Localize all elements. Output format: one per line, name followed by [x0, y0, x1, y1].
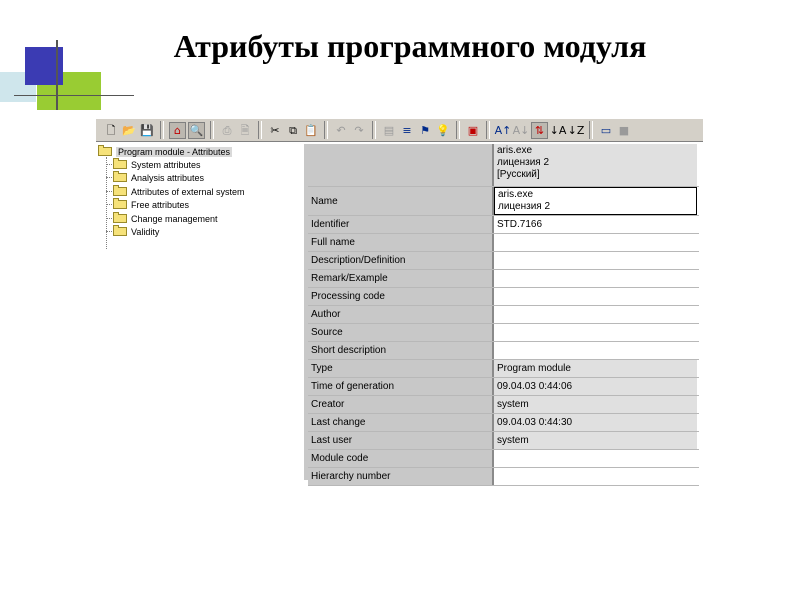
attributes-grid: [308, 144, 699, 486]
lightbulb-icon[interactable]: 💡: [436, 123, 450, 137]
attribute-label: Type: [308, 360, 494, 377]
find-icon[interactable]: ⚑: [420, 123, 430, 137]
attribute-value: system: [494, 396, 697, 413]
attribute-value: 09.04.03 0:44:06: [494, 378, 697, 395]
tree-item-system-attributes[interactable]: [113, 158, 201, 171]
grid-header-label-cell: [308, 144, 494, 186]
tree-item-analysis-attributes[interactable]: [113, 171, 204, 184]
attribute-label: Module code: [308, 450, 494, 467]
save-icon[interactable]: 💾: [140, 123, 154, 137]
attribute-label: Author: [308, 306, 494, 323]
attribute-value[interactable]: [494, 234, 697, 251]
tree-item-external-system-attributes[interactable]: [113, 185, 245, 198]
folder-icon: [113, 214, 127, 223]
attribute-label: Identifier: [308, 216, 494, 233]
decor-horizontal-line: [14, 95, 134, 96]
folder-icon: [113, 160, 127, 169]
table-row[interactable]: [308, 378, 699, 396]
decrease-font-icon[interactable]: A↓: [512, 123, 530, 137]
toolbar-separator: [324, 121, 328, 139]
open-window-icon[interactable]: ▭: [600, 123, 612, 137]
stop-icon[interactable]: ■: [618, 123, 630, 137]
tree-item-label: System attributes: [131, 159, 201, 170]
sort-icon[interactable]: ⇅: [531, 122, 548, 139]
table-row[interactable]: [308, 187, 699, 216]
toolbar-separator: [258, 121, 262, 139]
attribute-value: system: [494, 432, 697, 449]
table-row[interactable]: [308, 468, 699, 486]
table-row[interactable]: [308, 450, 699, 468]
attribute-value[interactable]: [494, 288, 697, 305]
attribute-tree: [96, 144, 304, 480]
attribute-value[interactable]: [494, 324, 697, 341]
attribute-value[interactable]: STD.7166: [494, 216, 697, 233]
attribute-value[interactable]: [494, 270, 697, 287]
tree-item-label: Validity: [131, 226, 160, 237]
print-preview-icon[interactable]: 🗎: [240, 123, 250, 137]
grid-header-value: aris.exe лицензия 2 [Русский]: [494, 144, 697, 186]
toolbar-separator: [486, 121, 490, 139]
attribute-label: Name: [308, 187, 494, 215]
attribute-label: Hierarchy number: [308, 468, 494, 485]
aris-attributes-window: [96, 118, 703, 480]
attribute-label: Creator: [308, 396, 494, 413]
name-value-field[interactable]: aris.exe лицензия 2: [494, 187, 697, 215]
folder-icon: [113, 227, 127, 236]
slide-title: Атрибуты программного модуля: [173, 28, 647, 64]
table-row[interactable]: [308, 216, 699, 234]
attribute-value[interactable]: [494, 468, 697, 485]
table-row[interactable]: [308, 342, 699, 360]
folder-open-icon: [98, 147, 112, 156]
print-icon[interactable]: ⎙: [222, 123, 232, 137]
attribute-value[interactable]: [494, 450, 697, 467]
toolbar-separator: [456, 121, 460, 139]
attribute-value[interactable]: [494, 306, 697, 323]
tree-root-label: Program module - Attributes: [118, 146, 231, 157]
attribute-label: Short description: [308, 342, 494, 359]
attribute-label: Last user: [308, 432, 494, 449]
folder-icon: [113, 187, 127, 196]
paste-icon[interactable]: 📋: [304, 123, 318, 137]
table-row[interactable]: [308, 414, 699, 432]
table-row[interactable]: [308, 288, 699, 306]
toolbar: [96, 118, 703, 142]
tree-item-label: Free attributes: [131, 199, 190, 210]
tree-item-label: Change management: [131, 213, 218, 224]
attribute-value: 09.04.03 0:44:30: [494, 414, 697, 431]
new-document-icon[interactable]: 🗋: [106, 123, 116, 137]
attribute-label: Remark/Example: [308, 270, 494, 287]
undo-icon[interactable]: ↶: [336, 123, 346, 137]
table-row[interactable]: [308, 396, 699, 414]
table-row[interactable]: [308, 324, 699, 342]
attribute-value: Program module: [494, 360, 697, 377]
table-row[interactable]: [308, 306, 699, 324]
table-row[interactable]: [308, 360, 699, 378]
sort-ascending-icon[interactable]: ↓A: [549, 123, 567, 137]
open-folder-icon[interactable]: 📂: [122, 123, 136, 137]
redo-icon[interactable]: ↷: [354, 123, 364, 137]
attribute-value[interactable]: [494, 252, 697, 269]
table-row[interactable]: [308, 234, 699, 252]
copy-icon[interactable]: ⧉: [289, 123, 297, 137]
attribute-label: Full name: [308, 234, 494, 251]
tree-connector: [106, 157, 107, 249]
attribute-value[interactable]: [494, 342, 697, 359]
tree-item-label: Attributes of external system: [131, 186, 245, 197]
table-row[interactable]: [308, 432, 699, 450]
cut-icon[interactable]: ✂: [270, 123, 280, 137]
edit-attributes-icon[interactable]: ≡: [402, 123, 412, 137]
grid-header-row: [308, 144, 699, 187]
print-report-icon[interactable]: ▣: [467, 123, 479, 137]
toolbar-separator: [160, 121, 164, 139]
attribute-label: Source: [308, 324, 494, 341]
tree-item-validity[interactable]: [113, 225, 159, 238]
tree-root[interactable]: [98, 145, 232, 158]
toolbar-separator: [372, 121, 376, 139]
table-row[interactable]: [308, 270, 699, 288]
toolbar-separator: [589, 121, 593, 139]
properties-icon[interactable]: ▤: [383, 123, 395, 137]
home-icon[interactable]: ⌂: [169, 122, 186, 139]
sort-descending-icon[interactable]: ↓Z: [567, 123, 585, 137]
attribute-label: Description/Definition: [308, 252, 494, 269]
search-icon[interactable]: 🔍: [189, 123, 204, 137]
increase-font-icon[interactable]: A↑: [494, 123, 512, 137]
tree-item-free-attributes[interactable]: [113, 198, 189, 211]
table-row[interactable]: [308, 252, 699, 270]
tree-item-label: Analysis attributes: [131, 172, 205, 183]
folder-icon: [113, 173, 127, 182]
folder-icon: [113, 200, 127, 209]
attribute-label: Processing code: [308, 288, 494, 305]
attribute-label: Time of generation: [308, 378, 494, 395]
attribute-label: Last change: [308, 414, 494, 431]
toolbar-separator: [210, 121, 214, 139]
tree-item-change-management[interactable]: [113, 212, 218, 225]
